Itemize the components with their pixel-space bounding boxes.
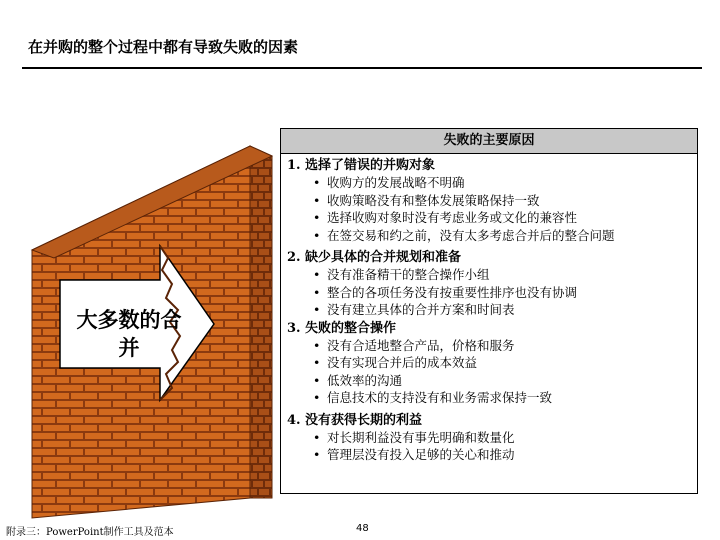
bullet-icon: • — [313, 175, 321, 190]
page-title: 在并购的整个过程中都有导致失败的因素 — [28, 38, 299, 56]
section-items — [287, 174, 697, 244]
list-item: • 没有合适地整合产品，价格和服务 — [313, 337, 515, 353]
bullet-icon: • — [313, 302, 321, 317]
section-label: 缺少具体的合并规划和准备 — [305, 250, 462, 265]
bullet-icon: • — [313, 447, 321, 462]
bullet-icon: • — [313, 337, 321, 353]
section-items — [287, 266, 697, 319]
arrow-label: 大多数的合并 — [76, 307, 182, 360]
section-title — [287, 249, 697, 266]
bullet-icon: • — [313, 210, 321, 225]
list-item: • 收购方的发展战略不明确 — [313, 175, 465, 190]
brick-wall-side — [250, 146, 272, 498]
section-number: 3. — [287, 320, 301, 336]
list-item: • 没有建立具体的合并方案和时间表 — [313, 302, 515, 317]
list-item: • 信息技术的支持没有和业务需求保持一致 — [313, 390, 553, 405]
footer-source: 附录三：PowerPoint制作工具及范本 — [6, 527, 174, 538]
list-item: • 对长期利益没有事先明确和数量化 — [313, 429, 515, 445]
section-title — [287, 320, 697, 337]
list-item: • 整合的各项任务没有按重要性排序也没有协调 — [313, 284, 578, 300]
reasons-header: 失败的主要原因 — [281, 129, 697, 154]
list-item: • 没有准备精干的整合操作小组 — [313, 267, 490, 282]
list-item: • 选择收购对象时没有考虑业务或文化的兼容性 — [313, 210, 578, 225]
section-number: 1. — [287, 158, 301, 173]
list-item: • 没有实现合并后的成本效益 — [313, 355, 478, 370]
section-number: 2. — [287, 250, 301, 265]
list-item: • 在签交易和约之前，没有太多考虑合并后的整合问题 — [313, 227, 615, 243]
list-item: • 收购策略没有和整体发展策略保持一致 — [313, 192, 540, 208]
page-number: 48 — [356, 523, 369, 534]
bullet-icon: • — [313, 192, 321, 208]
failure-reasons-box — [280, 128, 698, 494]
section-title — [287, 412, 697, 429]
bullet-icon: • — [313, 355, 321, 370]
section-label: 失败的整合操作 — [305, 320, 397, 336]
bullet-icon: • — [313, 227, 321, 243]
reasons-list — [281, 154, 697, 464]
section-title — [287, 157, 697, 174]
list-item: • 管理层没有投入足够的关心和推动 — [313, 447, 515, 462]
bullet-icon: • — [313, 429, 321, 445]
section-number: 4. — [287, 412, 301, 428]
section-label: 没有获得长期的利益 — [305, 412, 423, 428]
section-label: 选择了错误的并购对象 — [305, 158, 436, 173]
section-items — [287, 337, 697, 407]
bullet-icon: • — [313, 267, 321, 282]
list-item: • 低效率的沟通 — [313, 372, 403, 388]
bullet-icon: • — [313, 372, 321, 388]
bullet-icon: • — [313, 390, 321, 405]
bullet-icon: • — [313, 284, 321, 300]
section-items — [287, 429, 697, 464]
